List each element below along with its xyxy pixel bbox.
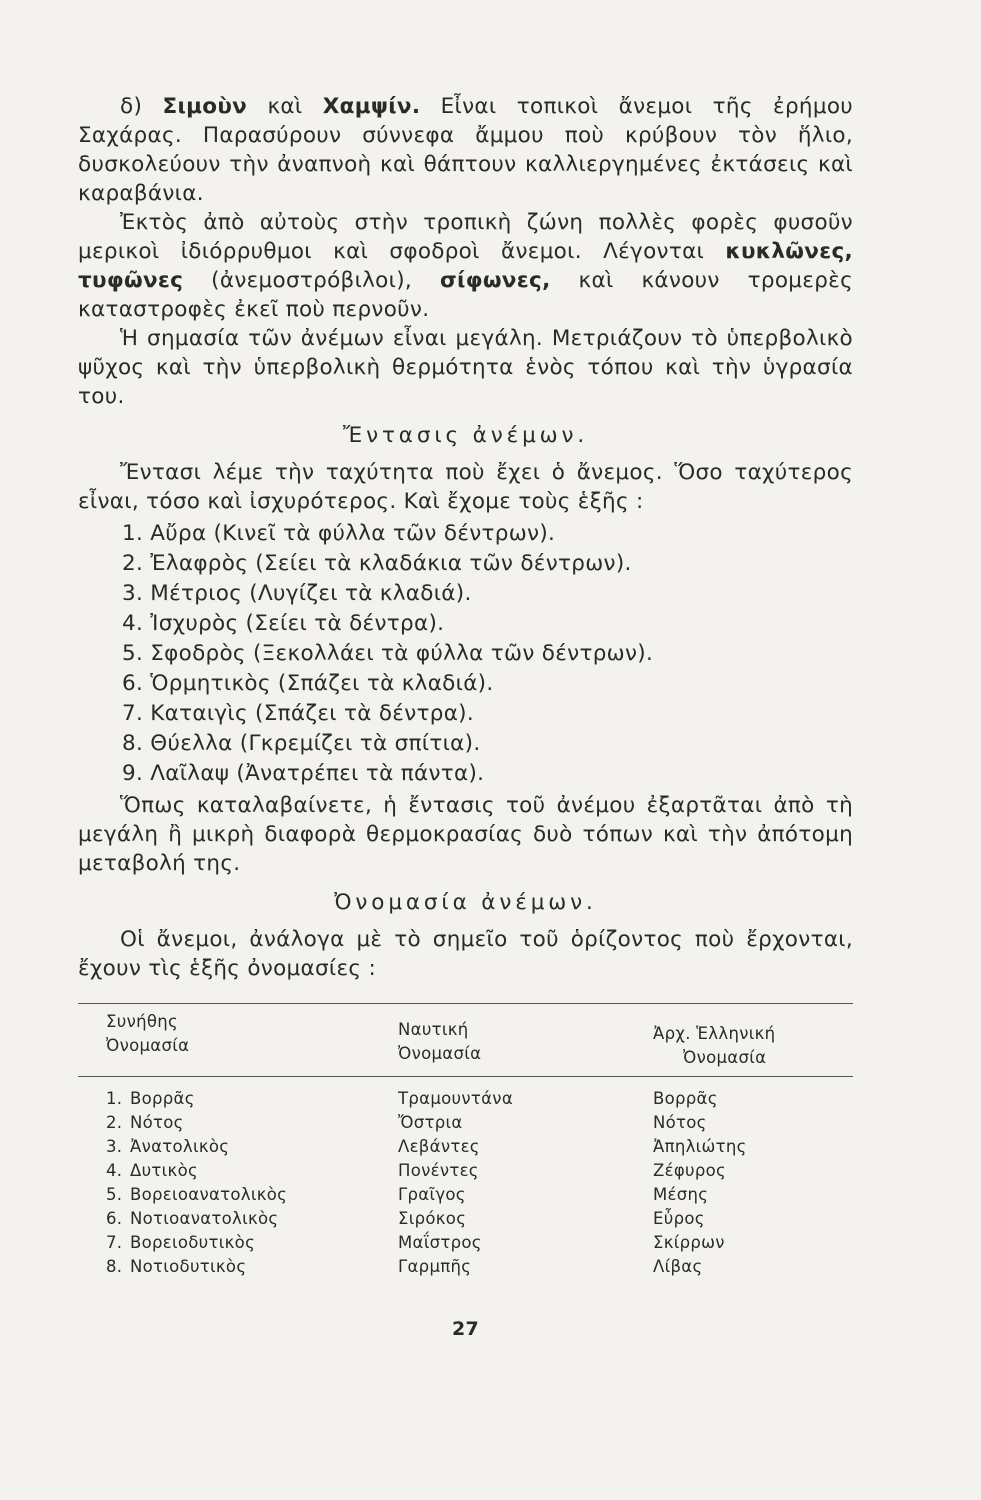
- cell-nautical: Σιρόκος: [398, 1209, 467, 1228]
- list-item: 3. Μέτριος (Λυγίζει τὰ κλαδιά).: [122, 581, 472, 606]
- paragraph-text: Ἐκτὸς ἀπὸ αὐτοὺς στὴν τροπικὴ ζώνη πολλὲς φορὲς φυσοῦν μερικοὶ ἰδιόρρυθμοι καὶ σφοδροὶ ἄνεμοι. Λέγονται: [78, 210, 853, 264]
- cell-ancient: Ζέφυρος: [653, 1161, 727, 1180]
- wind-names-table: [78, 1003, 853, 1279]
- heading-intensity: Ἔντασις ἀνέμων.: [342, 423, 589, 448]
- list-item: 7. Καταιγὶς (Σπάζει τὰ δέντρα).: [122, 701, 474, 726]
- paragraph-text: καὶ κάνουν τρομερὲς καταστροφὲς ἐκεῖ ποὺ περνοῦν.: [78, 268, 853, 322]
- table-header-rule: [78, 1076, 853, 1077]
- table-header: [78, 1004, 853, 1076]
- header-line: Ναυτική: [398, 1020, 469, 1039]
- cell-ancient: Νότος: [653, 1113, 707, 1132]
- cell-ancient: Εὖρος: [653, 1209, 705, 1228]
- list-item: 8. Θύελλα (Γκρεμίζει τὰ σπίτια).: [122, 731, 481, 756]
- cell-nautical: Τραμουντάνα: [398, 1089, 513, 1108]
- list-item: 5. Σφοδρὸς (Ξεκολλάει τὰ φύλλα τῶν δέντρων).: [122, 641, 654, 666]
- common-name: Νοτιοανατολικὸς: [130, 1209, 279, 1228]
- wind-scale-list: [122, 519, 853, 788]
- heading-names: Ὀνομασία ἀνέμων.: [334, 890, 597, 915]
- cell-ancient: Λίβας: [653, 1257, 703, 1276]
- list-item: 1. Αὔρα (Κινεῖ τὰ φύλλα τῶν δέντρων).: [122, 521, 556, 546]
- common-name: Ἀνατολικὸς: [130, 1137, 230, 1156]
- header-nautical: [398, 1010, 653, 1070]
- table-row: [78, 1183, 853, 1207]
- cell-nautical: Γαρμπῆς: [398, 1257, 472, 1276]
- cell-common: [78, 1087, 398, 1111]
- header-line: Ἀρχ. Ἑλληνική: [653, 1024, 776, 1043]
- row-number: 4.: [106, 1161, 123, 1180]
- table-row: [78, 1111, 853, 1135]
- table-row: [78, 1255, 853, 1279]
- cell-common: [78, 1255, 398, 1279]
- term-simoun: Σιμοὺν: [162, 94, 248, 119]
- cell-common: [78, 1231, 398, 1255]
- table-row: [78, 1207, 853, 1231]
- cell-nautical: Πονέντες: [398, 1161, 479, 1180]
- row-number: 8.: [106, 1257, 123, 1276]
- row-number: 3.: [106, 1137, 123, 1156]
- cell-ancient: Μέσης: [653, 1185, 709, 1204]
- list-item: 6. Ὁρμητικὸς (Σπάζει τὰ κλαδιά).: [122, 671, 494, 696]
- header-common: [78, 1010, 398, 1070]
- common-name: Νότος: [130, 1113, 184, 1132]
- header-line: Ὀνομασία: [398, 1044, 482, 1063]
- paragraph-tropics: [78, 208, 853, 324]
- paragraph-importance: Ἡ σημασία τῶν ἀνέμων εἶναι μεγάλη. Μετριάζουν τὸ ὑπερβολικὸ ψῦχος καὶ τὴν ὑπερβολικὴ θερμότητα ἑνὸς τόπου καὶ τὴν ὑγρασία του.: [78, 326, 853, 409]
- term-siphons: σίφωνες,: [439, 268, 551, 293]
- cell-common: [78, 1111, 398, 1135]
- cell-nautical: Ὄστρια: [398, 1113, 463, 1132]
- cell-nautical: Μαΐστρος: [398, 1233, 482, 1252]
- cell-ancient: Βορρᾶς: [653, 1089, 718, 1108]
- table-row: [78, 1135, 853, 1159]
- row-number: 1.: [106, 1089, 123, 1108]
- list-marker: δ): [120, 94, 143, 119]
- row-number: 6.: [106, 1209, 123, 1228]
- cell-common: [78, 1159, 398, 1183]
- common-name: Βορειοανατολικὸς: [130, 1185, 288, 1204]
- cell-ancient: Σκίρρων: [653, 1233, 725, 1252]
- table-row: [78, 1087, 853, 1111]
- cell-common: [78, 1135, 398, 1159]
- cell-common: [78, 1183, 398, 1207]
- paragraph-names: Οἱ ἄνεμοι, ἀνάλογα μὲ τὸ σημεῖο τοῦ ὁρίζοντος ποὺ ἔρχονται, ἔχουν τὶς ἑξῆς ὀνομασίες :: [78, 927, 853, 981]
- table-row: [78, 1159, 853, 1183]
- paragraph-simoun: [78, 92, 853, 208]
- row-number: 7.: [106, 1233, 123, 1252]
- conjunction: καὶ: [267, 94, 303, 119]
- common-name: Δυτικὸς: [130, 1161, 198, 1180]
- common-name: Βορρᾶς: [130, 1089, 195, 1108]
- list-item: 9. Λαῖλαψ (Ἀνατρέπει τὰ πάντα).: [122, 761, 485, 786]
- paragraph-text: (ἀνεμοστρόβιλοι),: [211, 268, 413, 293]
- cell-common: [78, 1207, 398, 1231]
- paragraph-intensity: Ἔντασι λέμε τὴν ταχύτητα ποὺ ἔχει ὁ ἄνεμος. Ὅσο ταχύτερος εἶναι, τόσο καὶ ἰσχυρότερος. Καὶ ἔχομε τοὺς ἑξῆς :: [78, 460, 853, 514]
- table-row: [78, 1231, 853, 1255]
- cell-nautical: Γραῖγος: [398, 1185, 466, 1204]
- term-cyclones: κυκλῶνες, τυφῶνες: [78, 239, 853, 293]
- common-name: Βορειοδυτικὸς: [130, 1233, 256, 1252]
- cell-nautical: Λεβάντες: [398, 1137, 480, 1156]
- list-item: 2. Ἐλαφρὸς (Σείει τὰ κλαδάκια τῶν δέντρων).: [122, 551, 632, 576]
- list-item: 4. Ἰσχυρὸς (Σείει τὰ δέντρα).: [122, 611, 445, 636]
- header-line: Ὀνομασία: [106, 1036, 190, 1055]
- cell-ancient: Ἀπηλιώτης: [653, 1137, 747, 1156]
- page-number: 27: [451, 1318, 480, 1340]
- paragraph-text: Εἶναι τοπικοὶ ἄνεμοι τῆς ἐρήμου Σαχάρας. Παρασύρουν σύννεφα ἄμμου ποὺ κρύβουν τὸν ἥλιο, δυσκολεύουν τὴν ἀναπνοὴ καὶ θάπτουν καλλιεργημένες ἐκτάσεις καὶ καραβάνια.: [78, 94, 854, 206]
- paragraph-depends: Ὅπως καταλαβαίνετε, ἡ ἔντασις τοῦ ἀνέμου ἐξαρτᾶται ἀπὸ τὴ μεγάλη ἢ μικρὴ διαφορὰ θερμοκρασίας δυὸ τόπων καὶ τὴν ἀπότομη μεταβολή της.: [78, 793, 853, 876]
- common-name: Νοτιοδυτικὸς: [130, 1257, 247, 1276]
- table-body: [78, 1087, 853, 1279]
- row-number: 2.: [106, 1113, 123, 1132]
- page-content: [78, 92, 853, 1344]
- term-khamsin: Χαμψίν.: [322, 94, 421, 119]
- row-number: 5.: [106, 1185, 123, 1204]
- header-line: Συνήθης: [106, 1012, 178, 1031]
- header-line: Ὀνομασία: [683, 1048, 767, 1067]
- header-ancient: [653, 1010, 853, 1070]
